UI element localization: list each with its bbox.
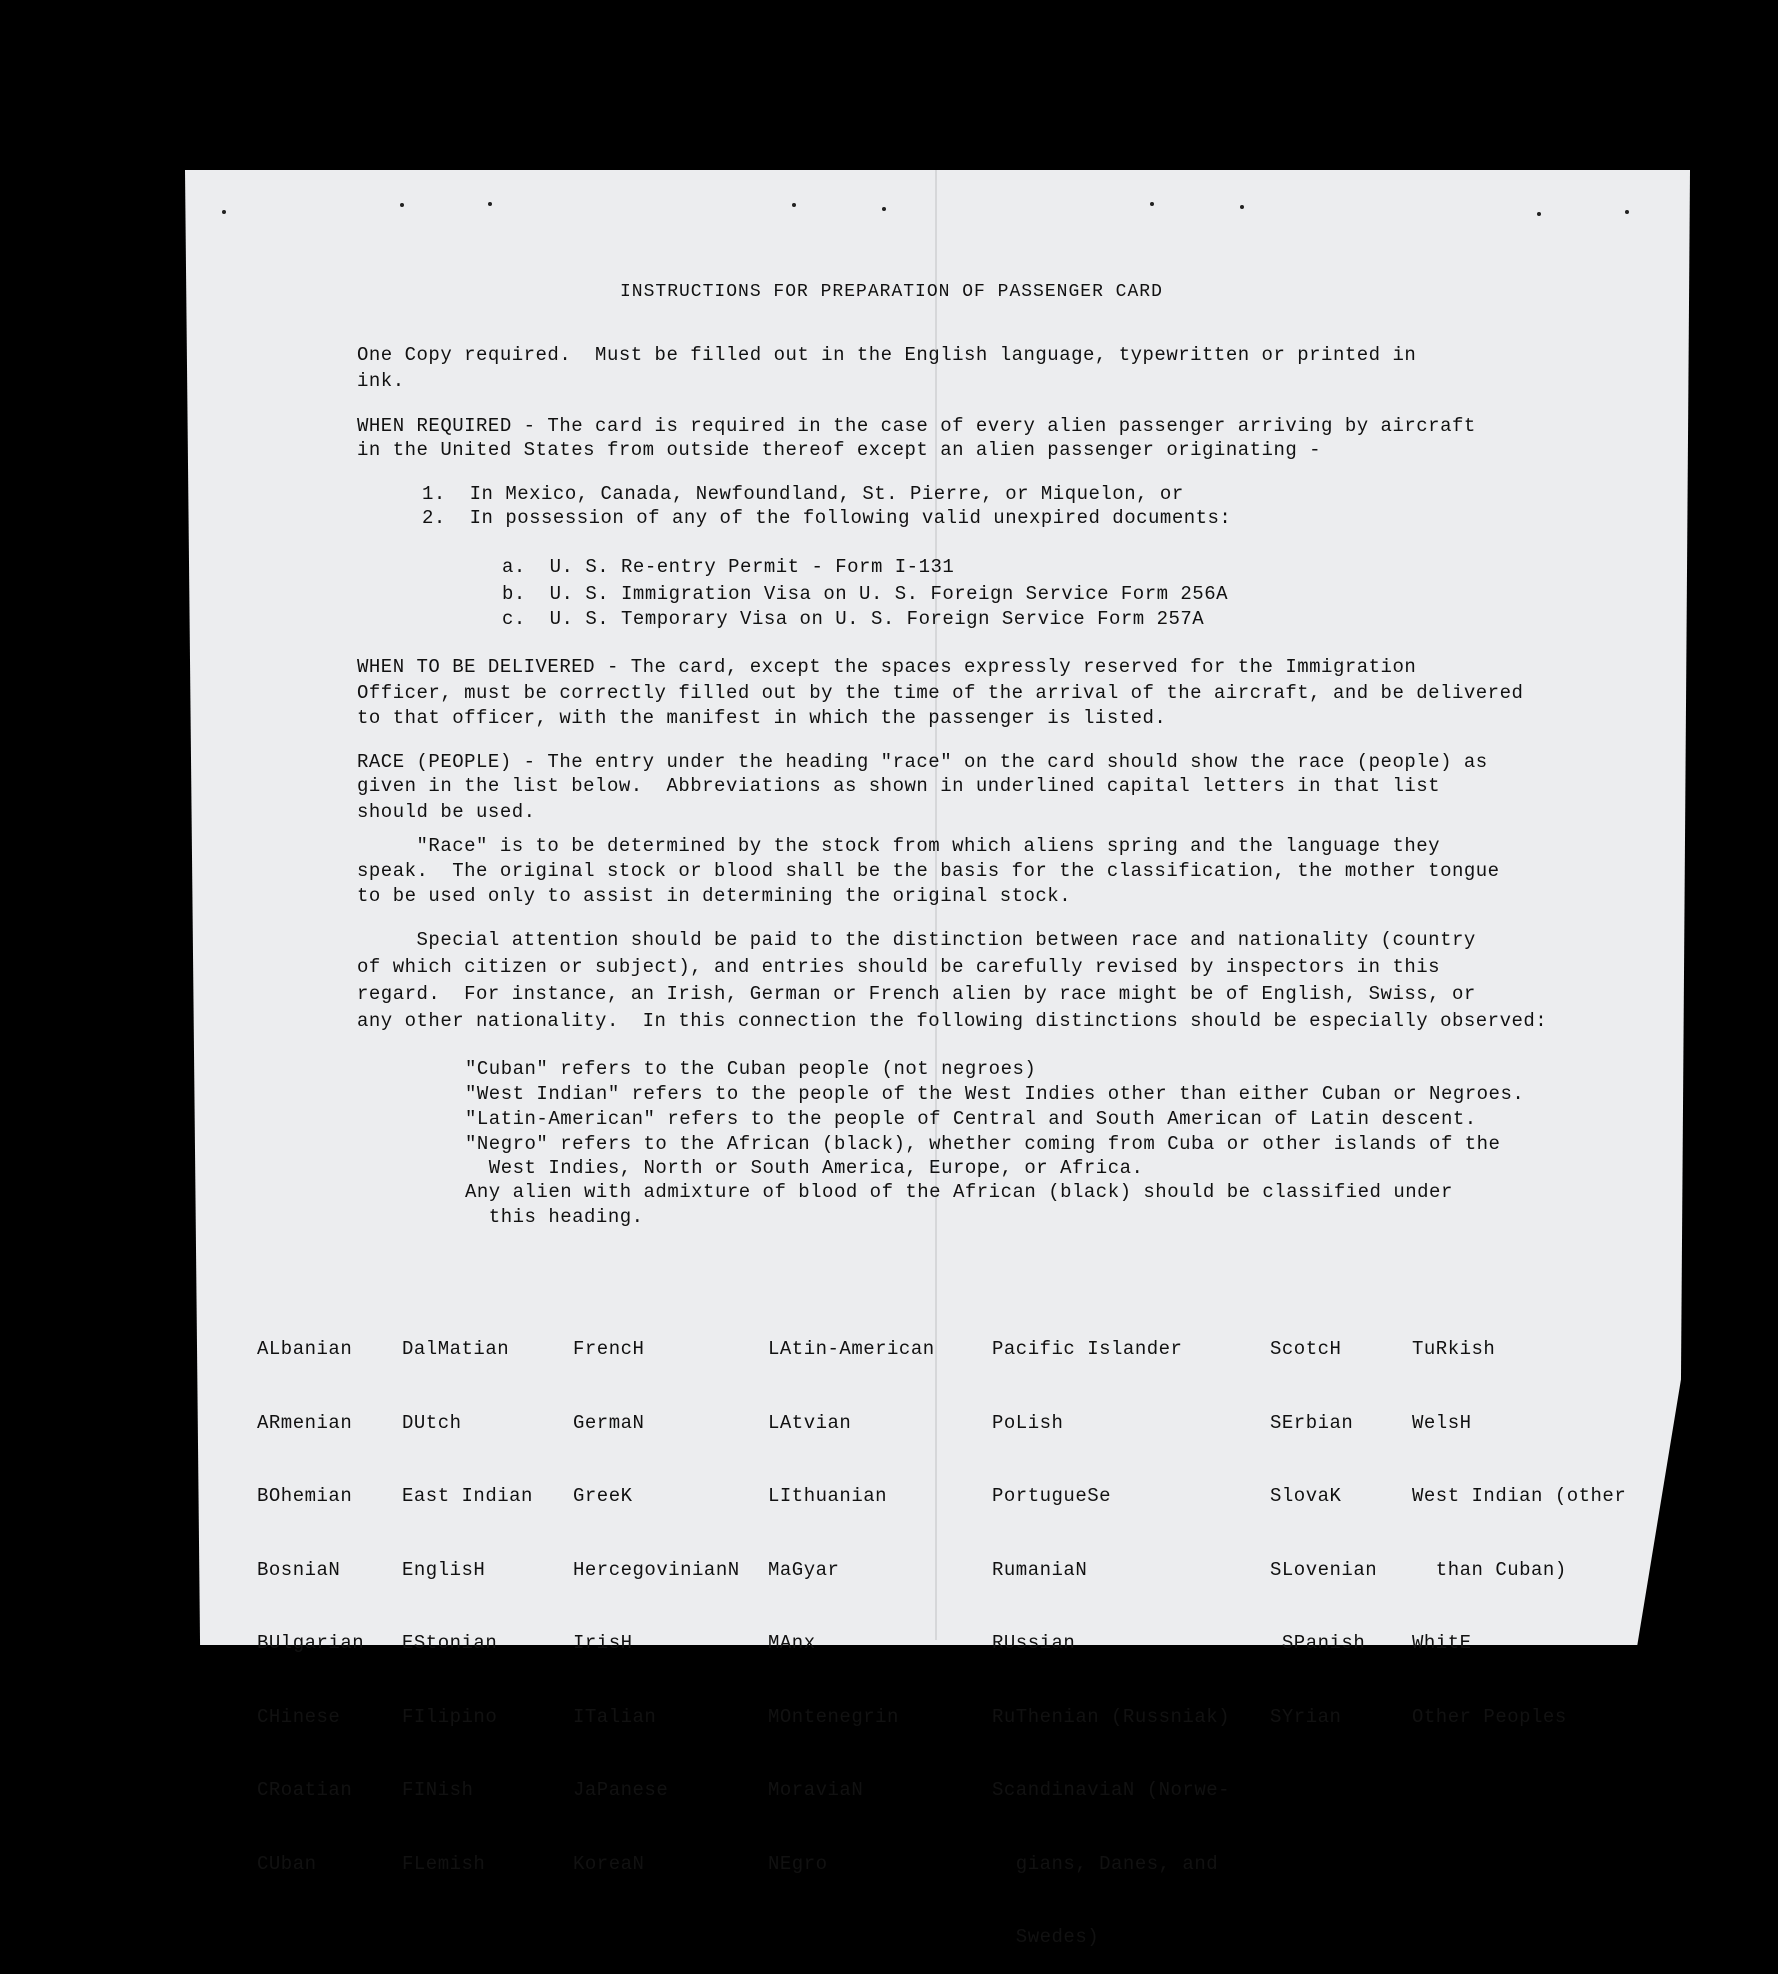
special-attention-line-3: regard. For instance, an Irish, German or French alien by race might be of English, Swiss, or	[357, 983, 1476, 1005]
race-entry: DUtch	[402, 1411, 462, 1434]
race-entry: ITalian	[573, 1705, 657, 1728]
when-required-line-2: in the United States from outside thereof except an alien passenger originating -	[357, 439, 1322, 461]
race-entry: gians, Danes, and	[992, 1852, 1219, 1875]
race-entry: GreeK	[573, 1485, 633, 1507]
intro-line-1: One Copy required. Must be filled out in the English language, typewritten or printed in	[357, 344, 1417, 366]
margin-dot	[1240, 205, 1244, 209]
race-entry: CHinese	[257, 1705, 341, 1728]
race-entry: FrencH	[573, 1338, 645, 1360]
race-column-6	[1270, 1288, 1377, 1754]
condition-1: 1. In Mexico, Canada, Newfoundland, St. Pierre, or Miquelon, or	[422, 483, 1184, 505]
race-entry: MoraviaN	[768, 1779, 864, 1801]
distinction-negro-line-2: West Indies, North or South America, Europe, or Africa.	[465, 1157, 1144, 1179]
margin-dot	[1150, 202, 1154, 206]
race-column-7	[1412, 1288, 1626, 1754]
distinction-admixture-line-1: Any alien with admixture of blood of the African (black) should be classified under	[465, 1181, 1453, 1203]
race-entry: WhitE	[1412, 1632, 1472, 1654]
race-entry: SYrian	[1270, 1705, 1342, 1728]
race-column-3	[573, 1288, 740, 1901]
race-entry: FINish	[402, 1779, 474, 1801]
race-entry: RumaniaN	[992, 1558, 1088, 1581]
race-column-5	[992, 1288, 1230, 1974]
race-section-line-3: should be used.	[357, 801, 536, 823]
race-entry: CRoatian	[257, 1779, 353, 1801]
when-delivered-line-2: Officer, must be correctly filled out by the time of the arrival of the aircraft, and be delivered	[357, 682, 1524, 704]
race-entry: RuThenian (Russniak)	[992, 1705, 1231, 1728]
race-entry: SPanish	[1270, 1632, 1366, 1654]
race-entry: IrisH	[573, 1632, 633, 1654]
race-entry: LIthuanian	[768, 1485, 888, 1507]
race-entry: LAtin-American	[768, 1338, 935, 1360]
race-entry: MOntenegrin	[768, 1705, 899, 1728]
race-entry: JaPanese	[573, 1779, 669, 1801]
race-entry: PortugueSe	[992, 1485, 1112, 1507]
race-entry: SLovenian	[1270, 1558, 1378, 1581]
race-entry: MAnx	[768, 1632, 816, 1654]
race-entry: BosniaN	[257, 1558, 341, 1581]
condition-2: 2. In possession of any of the following valid unexpired documents:	[422, 507, 1232, 529]
race-entry: BOhemian	[257, 1485, 353, 1507]
race-entry: ScandinaviaN (Norwe-	[992, 1779, 1231, 1801]
when-delivered-line-1: WHEN TO BE DELIVERED - The card, except the spaces expressly reserved for the Immigration	[357, 656, 1417, 678]
race-entry: than Cuban)	[1412, 1558, 1567, 1581]
margin-dot	[882, 207, 886, 211]
race-entry: BUlgarian	[257, 1632, 365, 1654]
distinction-west-indian: "West Indian" refers to the people of the West Indies other than either Cuban or Negroes.	[465, 1083, 1525, 1105]
intro-line-2: ink.	[357, 370, 405, 392]
document-a: a. U. S. Re-entry Permit - Form I-131	[502, 556, 955, 578]
margin-dot	[1625, 210, 1629, 214]
when-required-line-1: WHEN REQUIRED - The card is required in the case of every alien passenger arriving by aircraft	[357, 415, 1476, 437]
race-entry: SErbian	[1270, 1411, 1354, 1434]
race-entry: ALbanian	[257, 1338, 353, 1360]
race-entry: CUban	[257, 1852, 317, 1875]
race-entry: GermaN	[573, 1411, 645, 1434]
document-title: INSTRUCTIONS FOR PREPARATION OF PASSENGER CARD	[620, 282, 1163, 302]
race-column-2	[402, 1288, 533, 1901]
race-entry: PoLish	[992, 1411, 1064, 1434]
special-attention-line-1: Special attention should be paid to the distinction between race and nationality (country	[357, 929, 1476, 951]
race-entry: Swedes)	[992, 1926, 1100, 1948]
race-entry: ARmenian	[257, 1411, 353, 1434]
document-c: c. U. S. Temporary Visa on U. S. Foreign Service Form 257A	[502, 608, 1205, 630]
distinction-latin-american: "Latin-American" refers to the people of Central and South American of Latin descent.	[465, 1108, 1477, 1130]
margin-dot	[488, 202, 492, 206]
margin-dot	[400, 203, 404, 207]
race-entry: ScotcH	[1270, 1338, 1342, 1360]
race-definition-line-2: speak. The original stock or blood shall be the basis for the classification, the mother tongue	[357, 860, 1500, 882]
race-entry: Pacific Islander	[992, 1338, 1183, 1360]
race-section-line-1: RACE (PEOPLE) - The entry under the heading "race" on the card should show the race (people) as	[357, 751, 1488, 773]
race-section-line-2: given in the list below. Abbreviations as shown in underlined capital letters in that list	[357, 775, 1441, 797]
race-entry: DalMatian	[402, 1338, 510, 1360]
distinction-cuban: "Cuban" refers to the Cuban people (not negroes)	[465, 1058, 1037, 1080]
race-entry: West Indian (other	[1412, 1485, 1627, 1507]
race-entry: SlovaK	[1270, 1485, 1342, 1507]
race-entry: MaGyar	[768, 1558, 840, 1581]
race-entry: RUssian	[992, 1632, 1076, 1654]
distinction-negro-line-1: "Negro" refers to the African (black), whether coming from Cuba or other islands of the	[465, 1133, 1501, 1155]
document-b: b. U. S. Immigration Visa on U. S. Foreign Service Form 256A	[502, 583, 1229, 605]
margin-dot	[222, 210, 226, 214]
race-entry: LAtvian	[768, 1411, 852, 1434]
margin-dot	[792, 203, 796, 207]
special-attention-line-2: of which citizen or subject), and entries should be carefully revised by inspectors in this	[357, 956, 1441, 978]
margin-dot	[1537, 212, 1541, 216]
when-delivered-line-3: to that officer, with the manifest in which the passenger is listed.	[357, 707, 1167, 729]
race-entry: EStonian	[402, 1632, 498, 1654]
race-entry: NEgro	[768, 1852, 828, 1875]
race-entry: East Indian	[402, 1485, 533, 1507]
race-entry: FIlipino	[402, 1705, 498, 1728]
race-entry: FLemish	[402, 1852, 486, 1875]
distinction-admixture-line-2: this heading.	[465, 1206, 644, 1228]
race-definition-line-3: to be used only to assist in determining the original stock.	[357, 885, 1072, 907]
race-column-4	[768, 1288, 935, 1901]
race-entry: Other Peoples	[1412, 1705, 1567, 1728]
race-column-1	[257, 1288, 364, 1901]
race-entry: KoreaN	[573, 1852, 645, 1875]
race-entry: HercegovinianN	[573, 1558, 740, 1581]
race-definition-line-1: "Race" is to be determined by the stock from which aliens spring and the language they	[357, 835, 1441, 857]
race-entry: TuRkish	[1412, 1338, 1496, 1360]
race-entry: EnglisH	[402, 1558, 486, 1581]
race-entry: WelsH	[1412, 1411, 1472, 1434]
special-attention-line-4: any other nationality. In this connection the following distinctions should be especially observed:	[357, 1010, 1548, 1032]
